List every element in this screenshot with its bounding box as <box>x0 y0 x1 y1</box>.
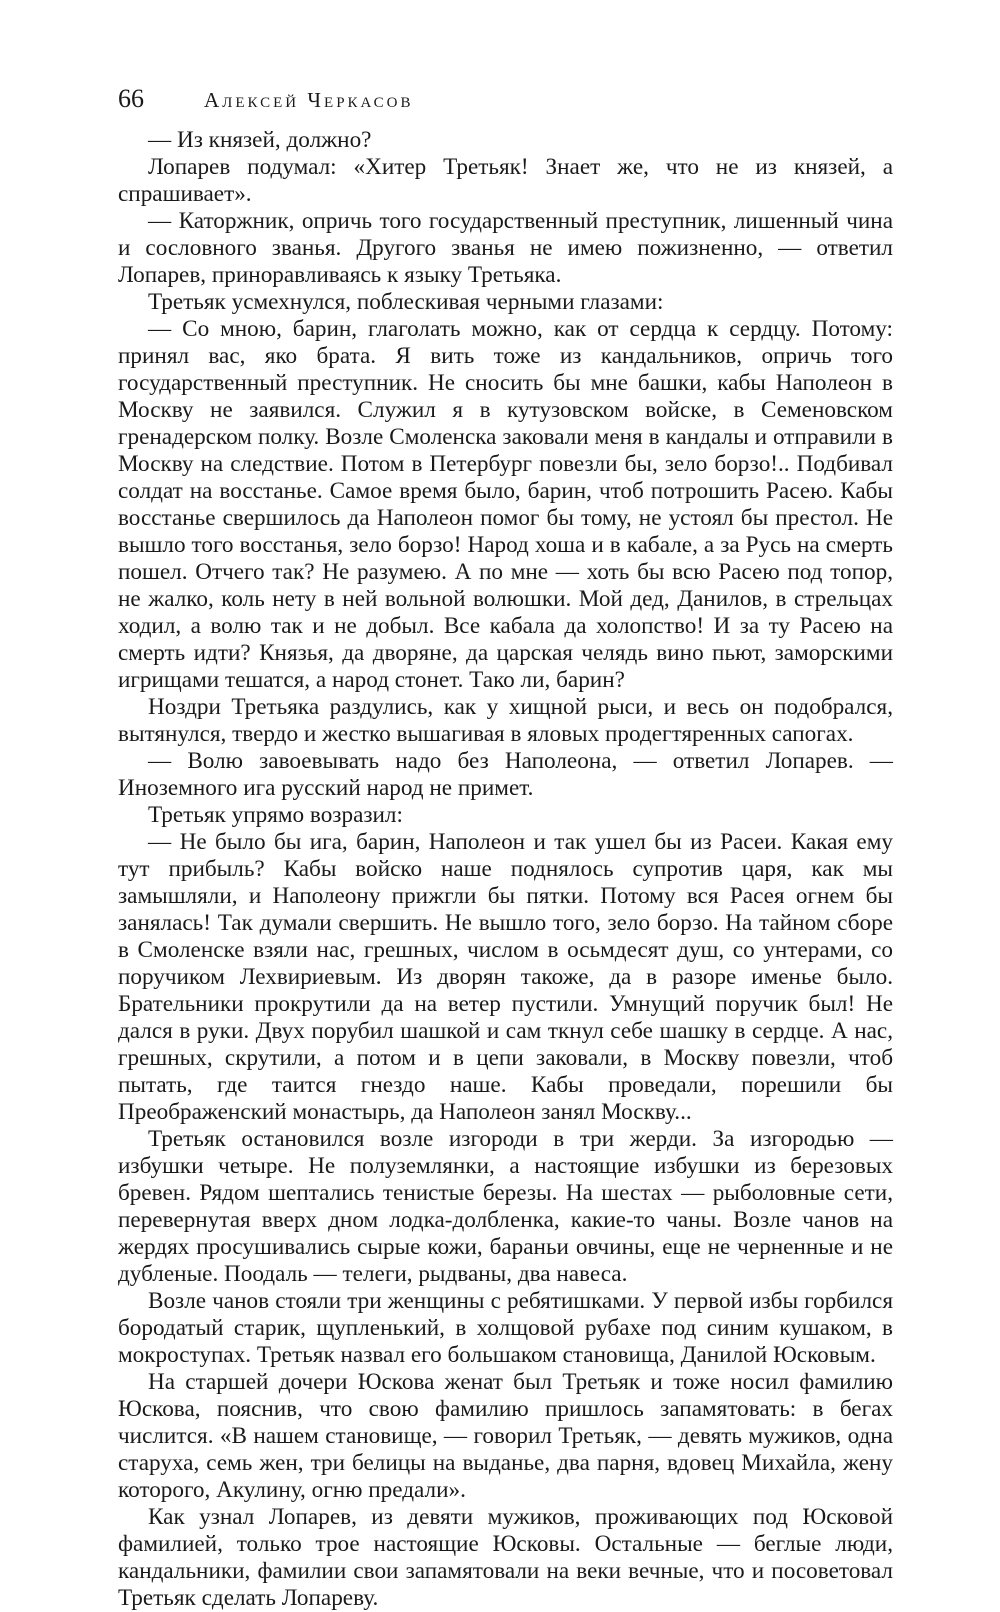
paragraph: Третьяк упрямо возразил: <box>148 802 403 828</box>
paragraph: — Каторжник, опричь того государственный преступник, лишенный чина и сословного званья. Другого званья не имею пожизненно, — ответил Лопарев, приноравливаясь к языку Третьяка. <box>118 208 893 288</box>
page-number: 66 <box>118 84 144 113</box>
paragraph: Третьяк остановился возле изгороди в три жерди. За изгородью — избушки четыре. Не полуземлянки, а настоящие избушки из березовых бревен. Рядом шептались тенистые березы. На шестах — рыболовные сети, перевернутая вверх дном лодка-долбленка, какие-то чаны. Возле чанов на жердях просушивались сырые кожи, бараньи овчины, еще не черненные и не дубленые. Поодаль — телеги, рыдваны, два навеса. <box>118 1126 893 1287</box>
paragraph: Возле чанов стояли три женщины с ребятишками. У первой избы горбился бородатый старик, щупленький, в холщовой рубахе под синим кушаком, в мокроступах. Третьяк назвал его большаком становища, Данилой Юсковым. <box>118 1288 893 1368</box>
paragraph: Лопарев подумал: «Хитер Третьяк! Знает же, что не из князей, а спрашивает». <box>118 154 893 207</box>
paragraph: — Из князей, должно? <box>148 127 372 153</box>
paragraph: На старшей дочери Юскова женат был Третьяк и тоже носил фамилию Юскова, пояснив, что свою фамилию пришлось запамятовать: в бегах числится. «В нашем становище, — говорил Третьяк, — девять мужиков, одна старуха, семь жен, три белицы на выданье, два парня, вдовец Михайла, жену которого, Акулину, огню предали». <box>118 1369 893 1503</box>
paragraph: — Со мною, барин, глаголать можно, как от сердца к сердцу. Потому: принял вас, яко брата. Я вить тоже из кандальников, опричь того государственный преступник. Не сносить бы мне башки, кабы Наполеон в Москву не заявился. Служил я в кутузовском войске, в Семеновском гренадерском полку. Возле Смоленска заковали меня в кандалы и отправили в Москву на следствие. Потом в Петербург повезли бы, зело борзо!.. Подбивал солдат на восстанье. Самое время было, барин, чтоб потрошить Расею. Кабы восстанье свершилось да Наполеон помог бы тому, не устоял бы престол. Не вышло того восстанья, зело борзо! Народ хоша и в кабале, а за Русь на смерть пошел. Отчего так? Не разумею. А по мне — хоть бы всю Расею под топор, не жалко, коль нету в ней вольной волюшки. Мой дед, Данилов, в стрельцах ходил, а волю так и не добыл. Все кабала да холопство! И за ту Расею на смерть идти? Князья, да дворяне, да царская челядь вино пьют, заморскими игрищами тешатся, а народ стонет. Тако ли, барин? <box>118 316 893 693</box>
running-title: Алексей Черкасов <box>204 88 414 112</box>
paragraph: Как узнал Лопарев, из девяти мужиков, проживающих под Юсковой фамилией, только трое настоящие Юсковы. Остальные — беглые люди, кандальники, фамилии свои запамятовали на веки вечные, что и посоветовал Третьяк сделать Лопареву. <box>118 1504 893 1611</box>
paragraph: — Не было бы ига, барин, Наполеон и так ушел бы из Расеи. Какая ему тут прибыль? Кабы войско наше поднялось супротив царя, как мы замышляли, и Наполеону прижгли бы пятки. Потому вся Расея огнем бы занялась! Так думали свершить. Не вышло того, зело борзо. На тайном сборе в Смоленске взяли нас, грешных, числом в осьмдесят душ, со унтерами, со поручиком Лехвириевым. Из дворян такоже, да в разоре именье было. Брательники прокрутили да на ветер пустили. Умнущий поручик был! Не дался в руки. Двух порубил шашкой и сам ткнул себе шашку в сердце. А нас, грешных, скрутили, а потом и в цепи заковали, в Москву повезли, чтоб пытать, где таится гнездо наше. Кабы проведали, порешили бы Преображенский монастырь, да Наполеон занял Москву... <box>118 829 893 1125</box>
paragraph: — Волю завоевывать надо без Наполеона, — ответил Лопарев. — Иноземного ига русский народ не примет. <box>118 748 893 801</box>
body-text <box>118 127 893 1612</box>
paragraph: Третьяк усмехнулся, поблескивая черными глазами: <box>148 289 664 315</box>
page-header <box>118 84 898 118</box>
paragraph: Ноздри Третьяка раздулись, как у хищной рыси, и весь он подобрался, вытянулся, твердо и жестко вышагивая в яловых продегтяренных сапогах. <box>118 694 893 747</box>
